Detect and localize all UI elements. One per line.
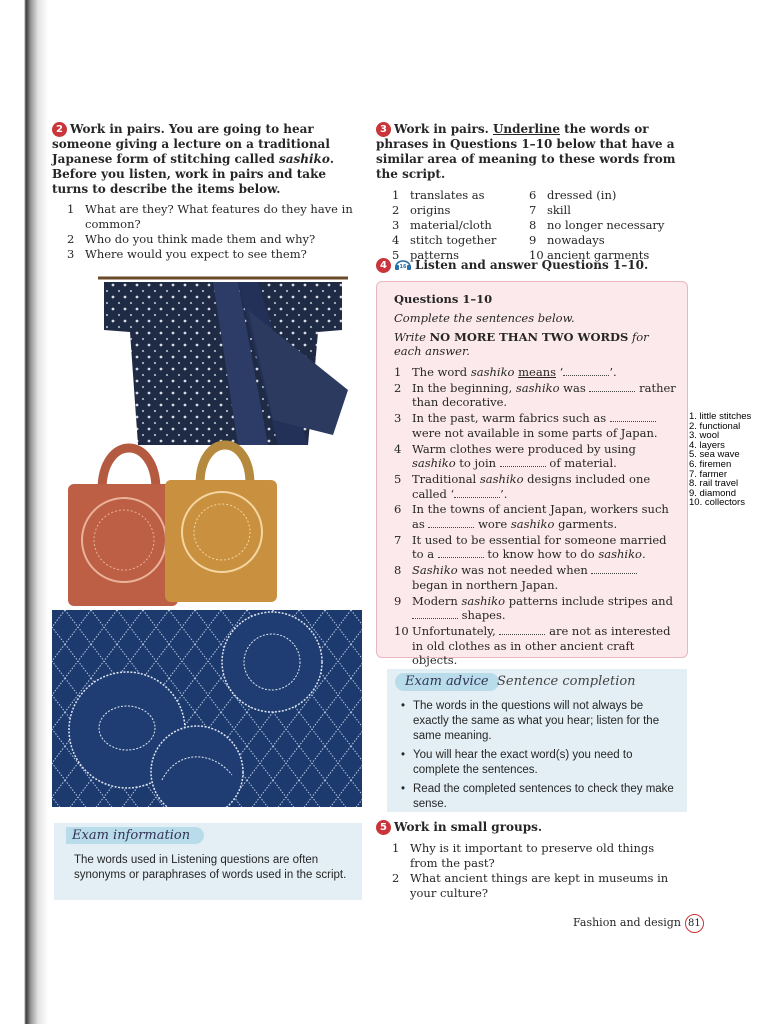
exercise-number-badge: 4 — [376, 258, 391, 273]
exercise-5-instruction: 5 Work in small groups. — [376, 820, 691, 835]
exam-advice-bullets: • The words in the questions will not always be exactly the same as what you hear; listen for the same meaning. • You will hear the exact word(s) you need to complete the sentences. • Read the completed sentences to check they make sense. — [393, 699, 681, 812]
page-footer — [573, 914, 704, 933]
section-title: Fashion and design — [573, 916, 681, 929]
questions-instruction-2: Write NO MORE THAN TWO WORDS for each answer. — [394, 330, 649, 358]
questions-heading: Questions 1–10 — [394, 292, 493, 306]
exercise-5 — [376, 820, 691, 901]
book-spine-shadow — [0, 0, 48, 1024]
answer-blank[interactable] — [454, 488, 500, 498]
bullet-icon: • — [400, 749, 406, 761]
exam-advice-subtitle: Sentence completion — [497, 674, 636, 689]
exercise-3 — [376, 122, 691, 263]
questions-list — [394, 365, 676, 668]
answer-blank[interactable] — [591, 564, 637, 574]
question-3: 3 In the past, warm fabrics such as were not available in some parts of Japan. — [394, 411, 658, 440]
exercise-number-badge: 3 — [376, 122, 391, 137]
exercise-2-questions: 1 What are they? What features do they have in common? 2 Who do you think made them and why? 3 Where would you expect to see them? — [67, 202, 353, 261]
question-6: 6 In the towns of ancient Japan, workers such as wore sashiko garments. — [394, 502, 669, 532]
answer-key-list: 1. little stitches 2. functional 3. wool 4. layers 5. sea wave 6. firemen 7. farmer 8. rail travel 9. diamond 10. collectors — [689, 411, 752, 509]
exercise-2 — [52, 122, 357, 262]
sashiko-jacket-photo — [98, 270, 348, 448]
svg-text:16: 16 — [399, 264, 407, 270]
exam-information-box — [54, 823, 362, 900]
question-1: 1 The word sashiko means ‘ ’. — [394, 365, 617, 379]
question-8: 8 Sashiko was not needed when began in northern Japan. — [394, 563, 676, 592]
answer-blank[interactable] — [610, 412, 656, 422]
question-2: 2 In the beginning, sashiko was rather than decorative. — [394, 380, 676, 410]
exercise-number-badge: 5 — [376, 820, 391, 835]
exam-advice-tag: Exam advice — [395, 673, 499, 691]
question-10: 10 Unfortunately, are not as interested in old clothes as in other ancient craft objects. — [394, 623, 671, 668]
exercise-3-instruction: 3 Work in pairs. Underline the words or phrases in Questions 1–10 below that have a similar area of meaning to these words from the script. — [376, 122, 676, 181]
exercise-2-instruction: 2 Work in pairs. You are going to hear someone giving a lecture on a traditional Japanese form of stitching called sashiko. Before you listen, work in pairs and take turns to describe the items below. — [52, 122, 335, 196]
exercise-5-questions: 1 Why is it important to preserve old things from the past? 2 What ancient things are kept in museums in your culture? — [392, 841, 669, 900]
exercise-3-word-list: 1 translates as 6 dressed (in) 2 origins 7 skill 3 material/cloth 8 no longer necessary 4 stitch together 9 nowadays 5 patterns 10 ancient garments — [392, 188, 665, 262]
question-9: 9 Modern sashiko patterns include stripes and shapes. — [394, 593, 673, 623]
answer-blank[interactable] — [412, 609, 458, 619]
bullet-icon: • — [400, 700, 406, 712]
sashiko-bags-photo — [60, 432, 285, 607]
answer-blank[interactable] — [499, 625, 545, 635]
question-5: 5 Traditional sashiko designs included one called ‘ ’. — [394, 471, 651, 501]
question-7: 7 It used to be essential for someone married to a to know how to do sashiko. — [394, 532, 667, 562]
sashiko-fabric-photo — [52, 610, 362, 807]
exercise-4-instruction: 4 16 Listen and answer Questions 1–10. — [376, 256, 691, 275]
answer-blank[interactable] — [438, 548, 484, 558]
answer-blank[interactable] — [563, 366, 609, 376]
questions-box — [376, 281, 688, 668]
page-number: 81 — [685, 914, 704, 933]
answer-blank[interactable] — [428, 518, 474, 528]
exam-information-tag: Exam information — [66, 827, 204, 844]
answer-blank[interactable] — [500, 457, 546, 467]
question-4: 4 Warm clothes were produced by using sashiko to join of material. — [394, 441, 636, 471]
bullet-icon: • — [400, 783, 406, 795]
exam-advice-box — [387, 669, 687, 812]
questions-instruction-1: Complete the sentences below. — [394, 311, 575, 325]
exercise-number-badge: 2 — [52, 122, 67, 137]
headphones-icon — [394, 256, 412, 275]
exam-information-text: The words used in Listening questions are often synonyms or paraphrases of words used in the script. — [74, 854, 347, 881]
answer-blank[interactable] — [589, 382, 635, 392]
